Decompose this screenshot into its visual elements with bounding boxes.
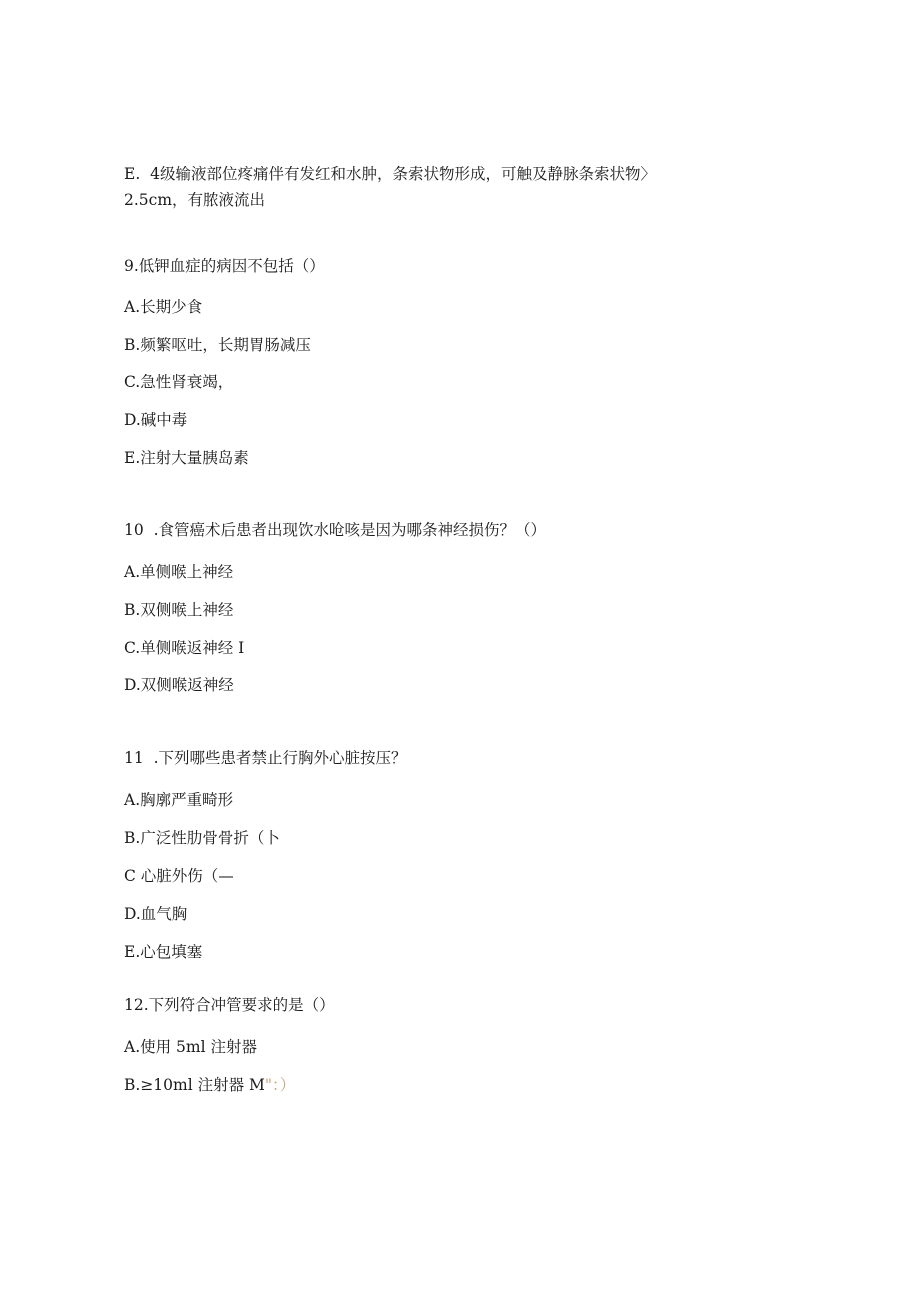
option-c: C 心脏外伤（—	[124, 867, 234, 885]
option-a: A.单侧喉上神经	[124, 563, 234, 581]
option-b: B.频繁呕吐，长期胃肠减压	[124, 336, 311, 354]
option-e-line-2: 2.5cm，有脓液流出	[124, 191, 266, 209]
option-d: D.碱中毒	[124, 411, 188, 429]
scan-artifact-mark: "：）	[264, 1076, 296, 1094]
option-b	[124, 1075, 295, 1095]
question-stem: 9.低钾血症的病因不包括（）	[124, 257, 325, 275]
option-b-text: B.≥10ml 注射器 M	[124, 1076, 265, 1094]
option-e-line-1: E. 4级输液部位疼痛伴有发红和水肿，条索状物形成，可触及静脉条索状物〉	[124, 165, 656, 183]
option-b: B.双侧喉上神经	[124, 601, 234, 619]
option-e: E.注射大量胰岛素	[124, 449, 249, 467]
option-c: C.单侧喉返神经 I	[124, 639, 245, 657]
question-stem: 12.下列符合冲管要求的是（）	[124, 996, 335, 1014]
option-a: A.长期少食	[124, 298, 203, 316]
question-stem: 11 .下列哪些患者禁止行胸外心脏按压？	[124, 749, 407, 767]
question-stem: 10 .食管癌术后患者出现饮水呛咳是因为哪条神经损伤？（）	[124, 521, 547, 539]
option-b: B.广泛性肋骨骨折（卜	[124, 829, 280, 847]
option-a: A.胸廓严重畸形	[124, 791, 234, 809]
option-c: C.急性肾衰竭，	[124, 373, 234, 391]
option-e: E.心包填塞	[124, 943, 203, 961]
option-a: A.使用 5ml 注射器	[124, 1038, 257, 1056]
option-d: D.双侧喉返神经	[124, 676, 234, 694]
option-d: D.血气胸	[124, 905, 188, 923]
